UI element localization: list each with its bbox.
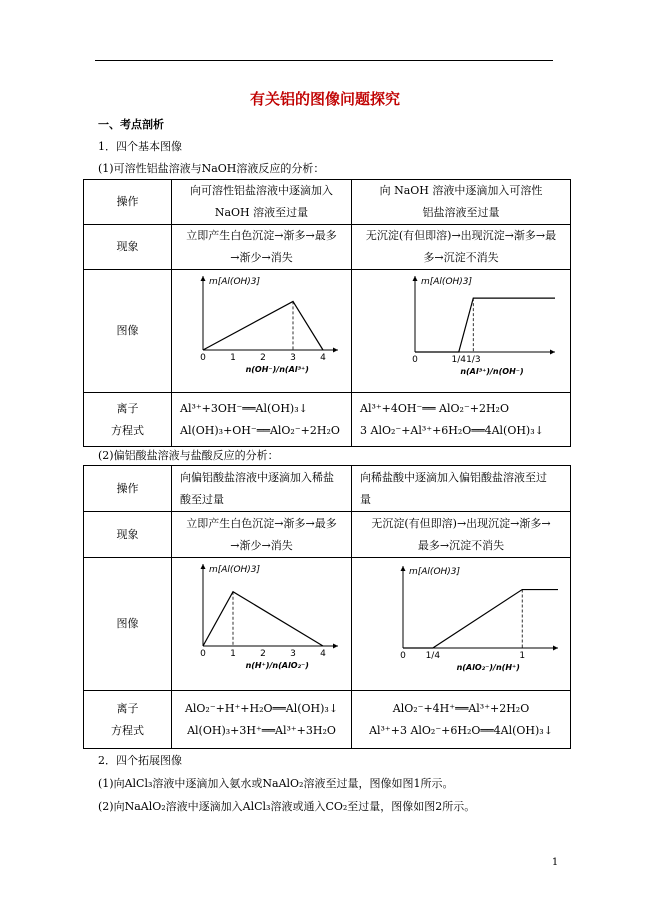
y-axis-arrow <box>412 276 417 281</box>
row-label: 图像 <box>84 558 172 691</box>
x-axis-label: n(H⁺)/n(AlO₂⁻) <box>245 661 309 670</box>
x-tick-label: 3 <box>289 353 296 363</box>
paragraph: (1)向AlCl₃溶液中逐滴加入氨水或NaAlO₂溶液至过量，图像如图1所示。 <box>98 777 454 790</box>
y-axis-label: m[Al(OH)3] <box>420 277 472 287</box>
chart-naoh-into-al <box>173 270 351 384</box>
series-line <box>415 298 555 352</box>
cell: 立即产生白色沉淀→渐多→最多 →渐少→消失 <box>172 512 352 558</box>
subsection-heading: 1．四个基本图像 <box>98 140 182 153</box>
x-tick-label: 0 <box>411 355 418 365</box>
x-tick-label: 3 <box>289 649 296 659</box>
cell: 向可溶性铝盐溶液中逐滴加入 NaOH 溶液至过量 <box>172 180 352 225</box>
y-axis-label: m[Al(OH)3] <box>208 565 260 575</box>
x-tick-label: 1 <box>229 649 236 659</box>
y-axis-arrow <box>400 566 405 571</box>
row-label: 现象 <box>84 225 172 270</box>
page-number: 1 <box>551 857 559 868</box>
cell: Al³⁺+4OH⁻══ AlO₂⁻+2H₂O 3 AlO₂⁻+Al³⁺+6H₂O══4Al(OH)₃↓ <box>352 393 571 447</box>
cell: 无沉淀(有但即溶)→出现沉淀→渐多→最 多→沉淀不消失 <box>352 225 571 270</box>
x-tick-label: 2 <box>259 353 266 363</box>
cell: 向 NaOH 溶液中逐滴加入可溶性 铝盐溶液至过量 <box>352 180 571 225</box>
cell <box>172 270 352 393</box>
page-title: 有关铝的图像问题探究 <box>249 90 400 108</box>
x-tick-label: 1 <box>518 651 525 661</box>
x-axis-arrow <box>333 348 338 353</box>
x-tick-label: 0 <box>399 651 406 661</box>
row-label: 操作 <box>84 180 172 225</box>
x-tick-label: 2 <box>259 649 266 659</box>
table-row <box>84 558 571 691</box>
x-tick-label: 4 <box>319 353 326 363</box>
table1-caption: (1)可溶性铝盐溶液与NaOH溶液反应的分析： <box>98 162 325 175</box>
y-axis-label: m[Al(OH)3] <box>208 277 260 287</box>
row-label: 操作 <box>84 466 172 512</box>
chart-hcl-into-alo2 <box>173 558 351 682</box>
table-row <box>84 691 571 749</box>
table-row <box>84 270 571 393</box>
x-tick-label: 1/4 <box>451 355 466 365</box>
table-row <box>84 512 571 558</box>
row-label: 离子 方程式 <box>84 393 172 447</box>
row-label: 离子 方程式 <box>84 691 172 749</box>
x-tick-label: 1 <box>229 353 236 363</box>
x-tick-label: 1/4 <box>425 651 440 661</box>
cell: AlO₂⁻+H⁺+H₂O══Al(OH)₃↓ Al(OH)₃+3H⁺══Al³⁺+3H₂O <box>172 691 352 749</box>
x-axis-arrow <box>333 644 338 649</box>
cell: Al³⁺+3OH⁻══Al(OH)₃↓ Al(OH)₃+OH⁻══AlO₂⁻+2H₂O <box>172 393 352 447</box>
x-tick-label: 4 <box>319 649 326 659</box>
x-tick-label: 1/3 <box>465 355 481 365</box>
table-row <box>84 225 571 270</box>
cell <box>172 558 352 691</box>
cell: 向稀盐酸中逐滴加入偏铝酸盐溶液至过 量 <box>352 466 571 512</box>
paragraph: (2)向NaAlO₂溶液中逐滴加入AlCl₃溶液或通入CO₂至过量，图像如图2所示。 <box>98 800 476 813</box>
cell: 向偏铝酸盐溶液中逐滴加入稀盐 酸至过量 <box>172 466 352 512</box>
table2-caption: (2)偏铝酸盐溶液与盐酸反应的分析： <box>98 449 279 462</box>
chart-al-into-naoh <box>353 270 570 384</box>
x-axis-label: n(AlO₂⁻)/n(H⁺) <box>456 663 520 672</box>
table-row <box>84 466 571 512</box>
y-axis-arrow <box>200 276 205 281</box>
cell: 立即产生白色沉淀→渐多→最多 →渐少→消失 <box>172 225 352 270</box>
cell <box>352 270 571 393</box>
y-axis-arrow <box>200 564 205 569</box>
subsection-heading: 2．四个拓展图像 <box>98 754 182 767</box>
table-aluminum-salt-naoh <box>83 179 571 447</box>
section-heading: 一、考点剖析 <box>98 118 164 131</box>
series-line <box>403 590 558 648</box>
series-line <box>203 301 323 350</box>
x-axis-arrow <box>553 646 558 651</box>
x-tick-label: 0 <box>199 649 206 659</box>
header-rule <box>95 60 553 61</box>
table-row <box>84 393 571 447</box>
chart-alo2-into-hcl <box>353 558 570 682</box>
series-line <box>203 592 323 646</box>
cell: AlO₂⁻+4H⁺══Al³⁺+2H₂O Al³⁺+3 AlO₂⁻+6H₂O══4Al(OH)₃↓ <box>352 691 571 749</box>
row-label: 现象 <box>84 512 172 558</box>
y-axis-label: m[Al(OH)3] <box>408 567 460 577</box>
table-aluminate-hcl <box>83 465 571 749</box>
x-axis-arrow <box>550 350 555 355</box>
x-axis-label: n(OH⁻)/n(Al³⁺) <box>245 365 309 374</box>
cell: 无沉淀(有但即溶)→出现沉淀→渐多→ 最多→沉淀不消失 <box>352 512 571 558</box>
table-row <box>84 180 571 225</box>
cell <box>352 558 571 691</box>
x-tick-label: 0 <box>199 353 206 363</box>
row-label: 图像 <box>84 270 172 393</box>
x-axis-label: n(Al³⁺)/n(OH⁻) <box>459 367 524 376</box>
